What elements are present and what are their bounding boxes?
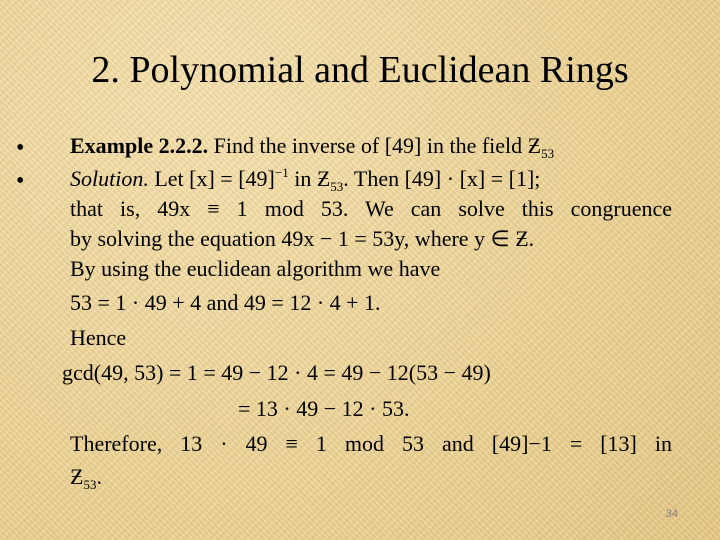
solution-line-3 [70, 224, 672, 254]
solution-line-6: Hence [70, 325, 127, 350]
solution-line-9: Therefore, 13 · 49 ≡ 1 mod 53 and [49]−1 = [13] in [70, 431, 672, 456]
solution-text-10: . [96, 464, 102, 489]
integers-symbol: Ƶ [316, 166, 331, 191]
solution-text-3b: . [528, 226, 535, 251]
solution-text-1c: . Then [49] · [x] = [1]; [343, 166, 541, 191]
slide-title: 2. Polynomial and Euclidean Rings [91, 49, 629, 91]
solution-text-3a: by solving the equation 49x − 1 = 53y, where y ∈ [70, 226, 516, 251]
example-line [70, 131, 672, 161]
solution-text-1a: Let [x] = [49] [148, 166, 275, 191]
subscript-53: 53 [83, 477, 97, 492]
solution-line-5: 53 = 1 · 49 + 4 and 49 = 12 · 4 + 1. [70, 290, 381, 315]
example-text: Find the inverse of [49] in the field [208, 133, 528, 158]
bullet-solution: • [16, 168, 25, 194]
solution-line-2: that is, 49x ≡ 1 mod 53. We can solve this congruence [70, 196, 672, 221]
integers-symbol: Ƶ [527, 133, 542, 158]
solution-line-10 [70, 462, 672, 492]
solution-label: Solution. [70, 166, 149, 191]
solution-text-1b: in [288, 166, 317, 191]
solution-line-4: By using the euclidean algorithm we have [70, 256, 441, 281]
solution-line-7: gcd(49, 53) = 1 = 49 − 12 · 4 = 49 − 12(53 − 49) [62, 360, 491, 385]
integers-symbol: Ƶ [70, 464, 84, 489]
subscript-53: 53 [330, 179, 344, 194]
superscript-minus-one: −1 [274, 165, 289, 180]
bullet-example: • [16, 135, 25, 161]
solution-line-8: = 13 · 49 − 12 · 53. [238, 396, 410, 421]
solution-line-1 [70, 164, 672, 194]
example-label: Example 2.2.2. [70, 133, 209, 158]
page-number: 34 [665, 508, 678, 520]
integers-symbol: Ƶ [515, 226, 529, 251]
subscript-53: 53 [541, 146, 555, 161]
